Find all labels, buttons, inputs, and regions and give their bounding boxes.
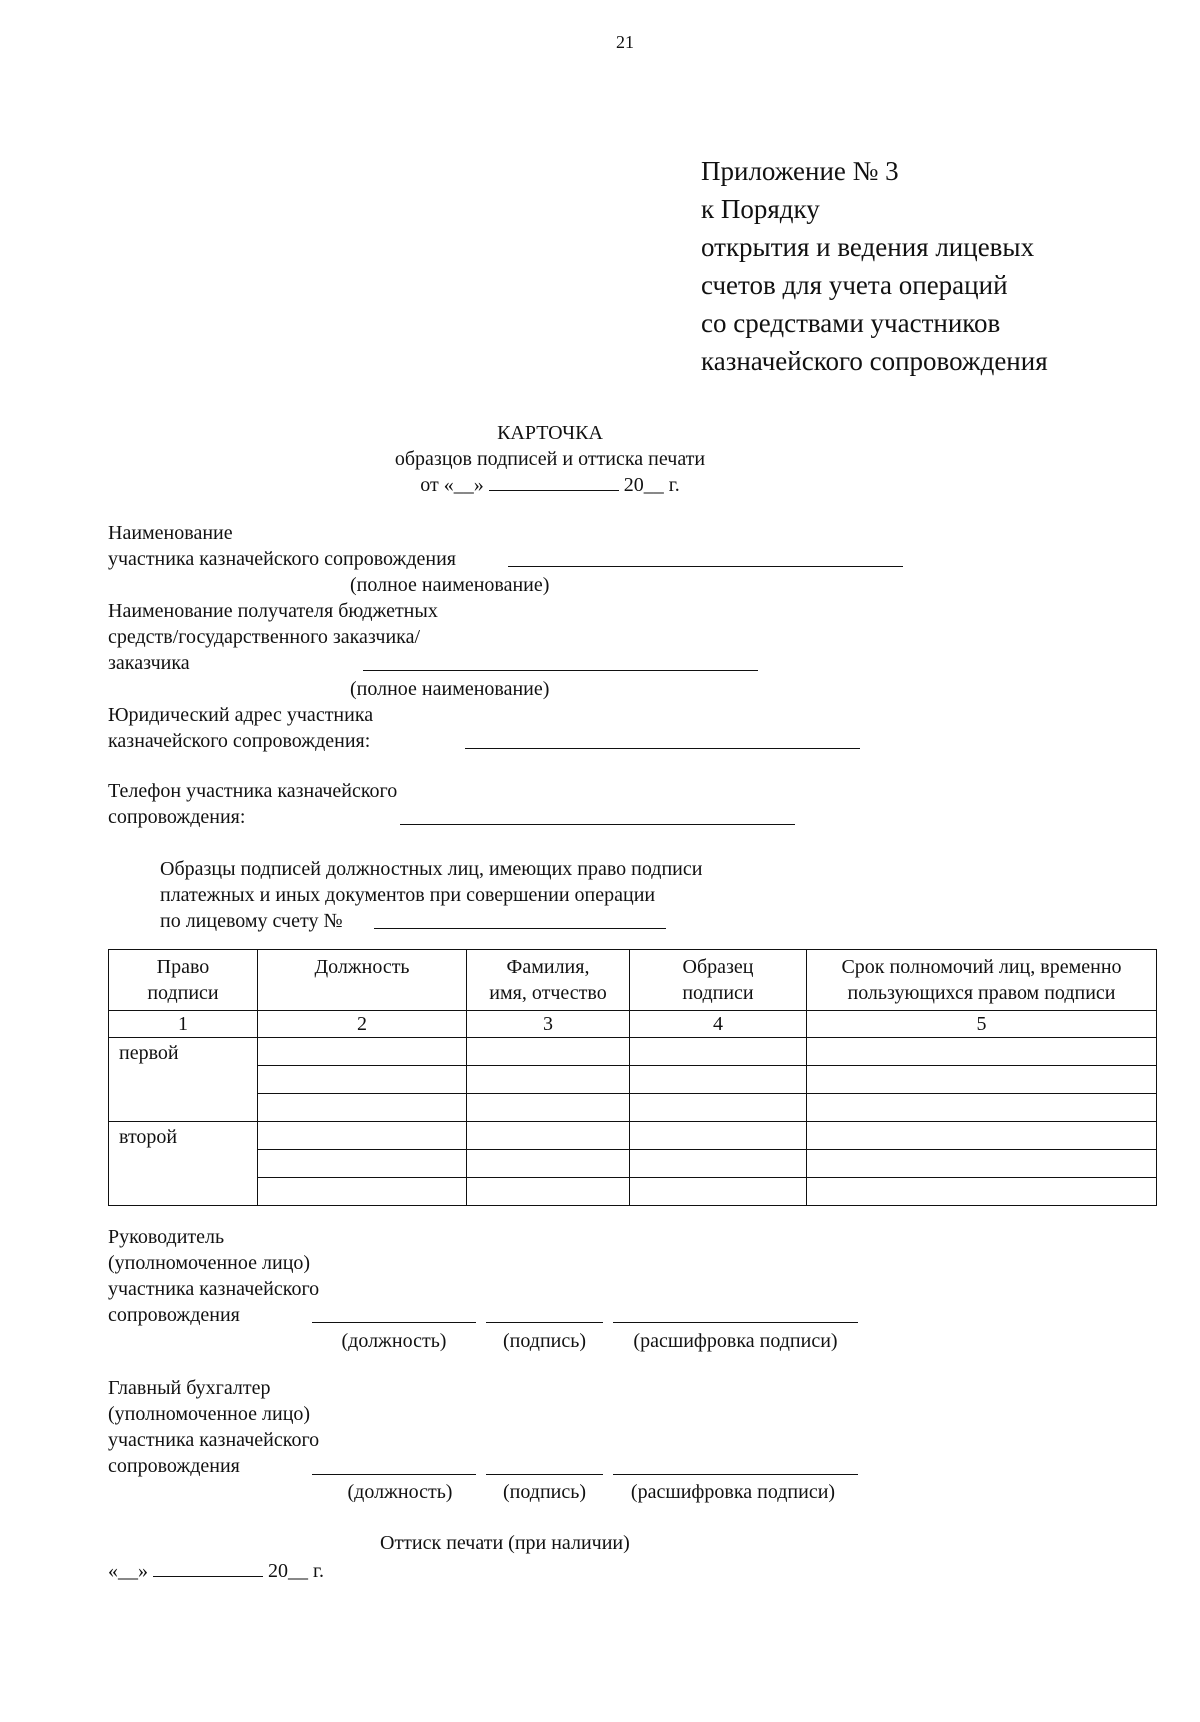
card-date-month-blank <box>489 472 619 491</box>
phone-label-1: Телефон участника казначейского <box>108 780 398 802</box>
header-term-of-authority: Срок полномочий лиц, временно пользующихся правом подписи <box>807 950 1157 1011</box>
stamp-label: Оттиск печати (при наличии) <box>380 1532 630 1554</box>
signature-samples-table <box>108 949 1157 1206</box>
recipient-name-line <box>363 670 758 671</box>
appendix-line: казначейского сопровождения <box>701 346 1048 376</box>
table-cell <box>630 1038 807 1066</box>
table-cell <box>258 1122 467 1150</box>
recipient-label-1: Наименование получателя бюджетных <box>108 600 438 622</box>
accountant-label-3: участника казначейского <box>108 1429 320 1451</box>
address-line <box>465 748 860 749</box>
card-date-year: 20__ г. <box>623 474 680 496</box>
table-cell <box>630 1122 807 1150</box>
accountant-position-line <box>312 1474 476 1475</box>
accountant-decipher-line <box>613 1474 858 1475</box>
full-name-caption: (полное наименование) <box>350 678 550 700</box>
head-label-3: участника казначейского <box>108 1278 320 1300</box>
table-cell <box>807 1094 1157 1122</box>
card-date <box>0 472 1100 498</box>
header-position: Должность <box>258 950 467 1011</box>
footer-date-year: 20__ г. <box>268 1560 324 1582</box>
phone-label-2: сопровождения: <box>108 806 246 828</box>
appendix-line: счетов для учета операций <box>701 270 1008 300</box>
head-label-2: (уполномоченное лицо) <box>108 1252 311 1274</box>
appendix-line: Приложение № 3 <box>701 156 899 186</box>
table-cell <box>258 1178 467 1206</box>
table-cell <box>467 1038 630 1066</box>
column-number: 2 <box>258 1011 467 1038</box>
table-row <box>109 1178 1157 1206</box>
table-cell <box>630 1178 807 1206</box>
accountant-signature-line <box>486 1474 603 1475</box>
table-cell <box>630 1094 807 1122</box>
column-number: 5 <box>807 1011 1157 1038</box>
recipient-label-3: заказчика <box>108 652 190 674</box>
table-cell <box>467 1150 630 1178</box>
table-cell <box>630 1066 807 1094</box>
address-label-2: казначейского сопровождения: <box>108 730 371 752</box>
table-cell <box>258 1094 467 1122</box>
table-cell <box>258 1066 467 1094</box>
column-number: 3 <box>467 1011 630 1038</box>
participant-label-1: Наименование <box>108 522 233 544</box>
position-caption: (должность) <box>341 1330 447 1352</box>
head-label-1: Руководитель <box>108 1226 225 1248</box>
accountant-label-4: сопровождения <box>108 1455 240 1477</box>
card-title: КАРТОЧКА <box>497 422 603 444</box>
footer-date-prefix: «__» <box>108 1560 148 1582</box>
table-cell <box>807 1178 1157 1206</box>
footer-date <box>108 1558 324 1584</box>
card-title-block <box>0 420 1100 498</box>
table-cell <box>807 1066 1157 1094</box>
table-cell <box>467 1094 630 1122</box>
table-number-row <box>109 1011 1157 1038</box>
decipher-caption: (расшифровка подписи) <box>630 1481 836 1503</box>
participant-label-2: участника казначейского сопровождения <box>108 548 457 570</box>
table-cell <box>807 1038 1157 1066</box>
samples-line-1: Образцы подписей должностных лиц, имеющих право подписи <box>160 858 703 880</box>
table-row <box>109 1150 1157 1178</box>
table-cell <box>258 1150 467 1178</box>
head-decipher-line <box>613 1322 858 1323</box>
signature-caption: (подпись) <box>502 1481 587 1503</box>
table-cell <box>630 1150 807 1178</box>
table-row <box>109 1038 1157 1066</box>
header-full-name: Фамилия, имя, отчество <box>467 950 630 1011</box>
table-row <box>109 1122 1157 1150</box>
table-row <box>109 1066 1157 1094</box>
head-position-line <box>312 1322 476 1323</box>
phone-line <box>400 824 795 825</box>
accountant-label-1: Главный бухгалтер <box>108 1377 271 1399</box>
appendix-line: к Порядку <box>701 194 820 224</box>
table-cell <box>258 1038 467 1066</box>
table-cell <box>807 1150 1157 1178</box>
header-signature-sample: Образец подписи <box>630 950 807 1011</box>
column-number: 4 <box>630 1011 807 1038</box>
table-cell <box>467 1122 630 1150</box>
header-signature-right: Право подписи <box>109 950 258 1011</box>
account-number-line <box>374 928 666 929</box>
table-cell <box>467 1066 630 1094</box>
appendix-line: со средствами участников <box>701 308 1001 338</box>
appendix-heading <box>701 152 1048 380</box>
head-label-4: сопровождения <box>108 1304 240 1326</box>
head-signature-line <box>486 1322 603 1323</box>
samples-line-3: по лицевому счету № <box>160 910 343 932</box>
table-cell <box>467 1178 630 1206</box>
full-name-caption: (полное наименование) <box>350 574 550 596</box>
recipient-label-2: средств/государственного заказчика/ <box>108 626 421 648</box>
appendix-line: открытия и ведения лицевых <box>701 232 1035 262</box>
column-number: 1 <box>109 1011 258 1038</box>
position-caption: (должность) <box>347 1481 453 1503</box>
address-label-1: Юридический адрес участника <box>108 704 374 726</box>
group-second-label: второй <box>109 1122 258 1206</box>
table-header-row <box>109 950 1157 1011</box>
participant-name-line <box>508 566 903 567</box>
table-cell <box>807 1122 1157 1150</box>
accountant-label-2: (уполномоченное лицо) <box>108 1403 311 1425</box>
table-row <box>109 1094 1157 1122</box>
decipher-caption: (расшифровка подписи) <box>633 1330 838 1352</box>
page-number: 21 <box>616 32 634 52</box>
card-date-prefix: от «__» <box>420 474 484 496</box>
samples-line-2: платежных и иных документов при совершении операции <box>160 884 656 906</box>
group-first-label: первой <box>109 1038 258 1122</box>
card-subtitle: образцов подписей и оттиска печати <box>394 448 706 470</box>
signature-caption: (подпись) <box>502 1330 587 1352</box>
footer-date-month-blank <box>153 1558 263 1577</box>
